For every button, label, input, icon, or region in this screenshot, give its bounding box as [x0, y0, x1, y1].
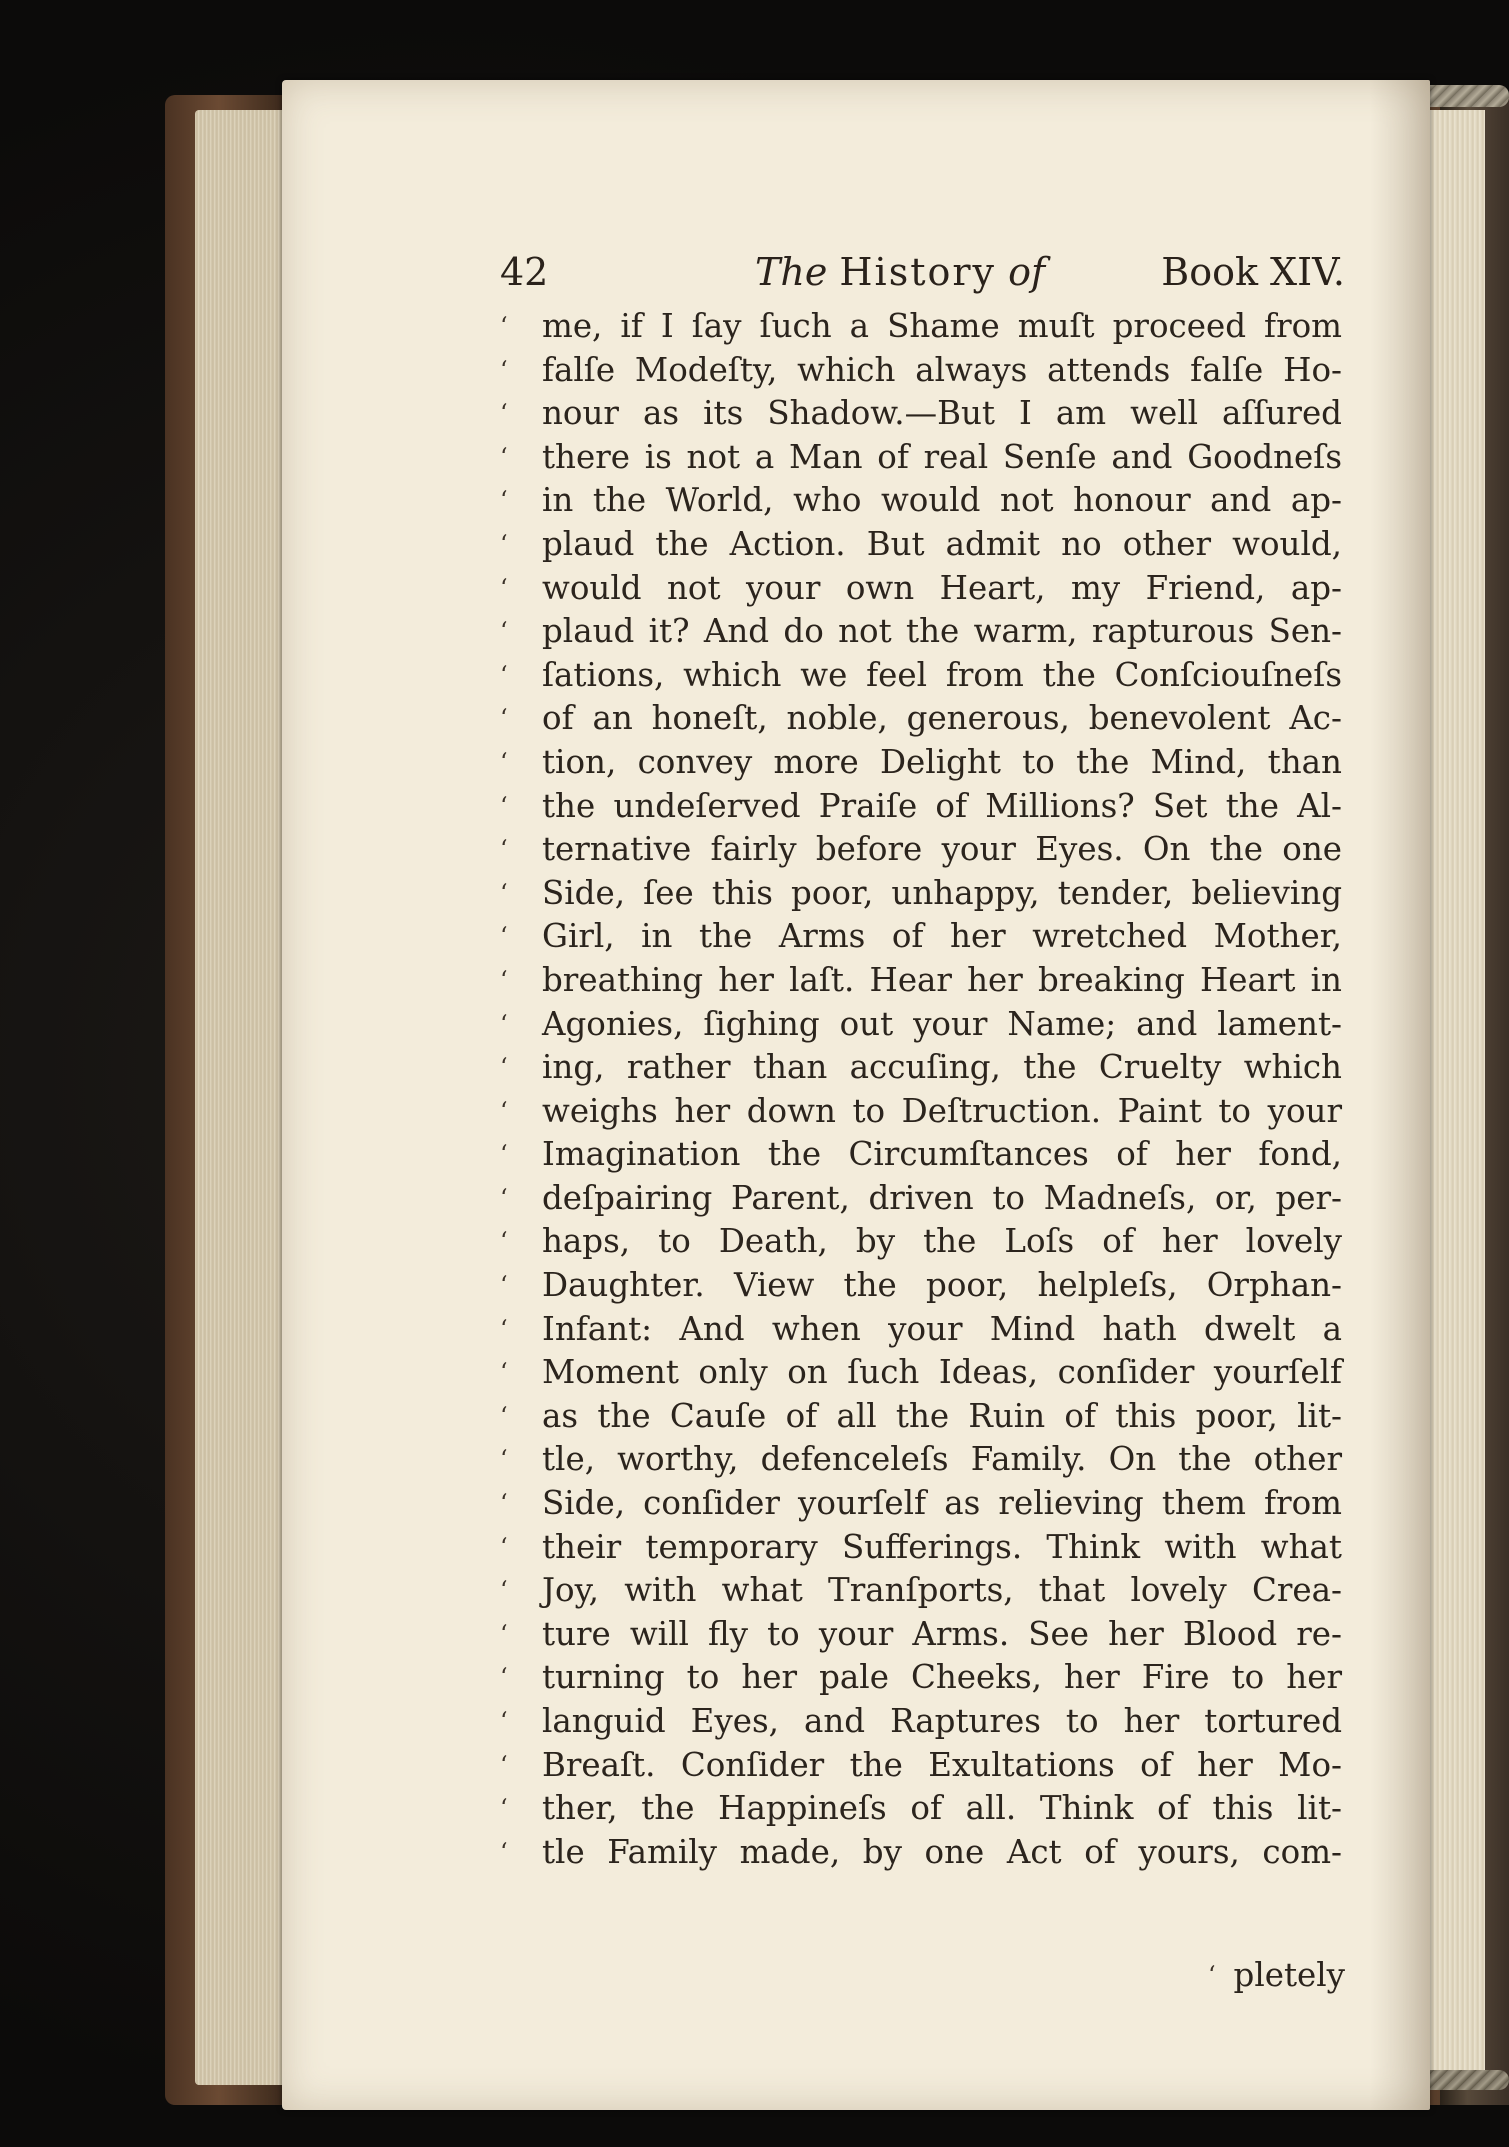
quote-mark: ‘: [500, 1271, 508, 1300]
line-text: haps, to Death, by the Loſs of her lovely: [542, 1222, 1342, 1261]
running-title: [755, 250, 1045, 294]
text-line: [500, 1831, 1350, 1875]
line-text: ther, the Happineſs of all. Think of this lit-: [542, 1789, 1342, 1828]
quote-mark: ‘: [500, 1663, 508, 1692]
text-line: [500, 697, 1350, 741]
running-header: [500, 250, 1345, 310]
title-prefix: The: [755, 250, 828, 294]
line-text: languid Eyes, and Raptures to her tortured: [542, 1702, 1342, 1740]
line-text: there is not a Man of real Senſe and Goodneſs: [542, 437, 1342, 476]
quote-mark: ‘: [500, 442, 508, 471]
line-text: Daughter. View the poor, helpleſs, Orphan-: [542, 1266, 1342, 1305]
text-line: [500, 523, 1350, 567]
quote-mark: ‘: [500, 747, 508, 776]
text-line: [500, 959, 1350, 1003]
quote-mark: ‘: [500, 1096, 508, 1125]
text-line: [500, 1133, 1350, 1177]
left-page-edges: [195, 110, 295, 2085]
text-line: [500, 1613, 1350, 1657]
quote-mark: ‘: [500, 573, 508, 602]
text-line: [500, 349, 1350, 393]
quote-mark: ‘: [500, 1009, 508, 1038]
text-line: [500, 1744, 1350, 1788]
catchword-text: pletely: [1233, 1956, 1345, 1994]
quote-mark: ‘: [500, 355, 508, 384]
line-text: Moment only on ſuch Ideas, conſider yourſelf: [542, 1353, 1342, 1392]
quote-mark: ‘: [500, 1183, 508, 1212]
quote-mark: ‘: [500, 835, 508, 864]
quote-mark: ‘: [500, 529, 508, 558]
quote-mark: ‘: [500, 878, 508, 907]
quote-mark: ‘: [500, 399, 508, 428]
quote-mark: ‘: [500, 1140, 508, 1169]
line-text: of an honeſt, noble, generous, benevolent Ac-: [542, 699, 1342, 738]
line-text: Infant: And when your Mind hath dwelt a: [542, 1309, 1342, 1348]
line-text: Side, conſider yourſelf as relieving them from: [542, 1484, 1342, 1523]
text-line: [500, 1090, 1350, 1134]
quote-mark: ‘: [500, 1794, 508, 1823]
quote-mark: ‘: [1208, 1961, 1216, 1989]
text-line: [500, 1787, 1350, 1831]
text-line: [500, 1656, 1350, 1700]
quote-mark: ‘: [500, 922, 508, 951]
text-line: [500, 567, 1350, 611]
line-text: falſe Modeſty, which always attends falſe Ho-: [542, 350, 1342, 389]
book-label: Book XIV.: [1161, 250, 1345, 294]
text-line: [500, 1438, 1350, 1482]
text-line: [500, 1700, 1350, 1744]
line-text: ternative fairly before your Eyes. On the one: [542, 830, 1342, 869]
quote-mark: ‘: [500, 1053, 508, 1082]
gutter-shadow: [1370, 80, 1430, 2110]
text-line: [500, 915, 1350, 959]
text-line: [500, 1177, 1350, 1221]
text-line: [500, 1264, 1350, 1308]
binding-cord-bottom: [1420, 2070, 1509, 2090]
line-text: plaud the Action. But admit no other would,: [542, 524, 1342, 563]
text-line: [500, 436, 1350, 480]
text-line: [500, 1395, 1350, 1439]
line-text: would not your own Heart, my Friend, ap-: [542, 568, 1342, 607]
page-number: 42: [500, 250, 549, 294]
line-text: ing, rather than accuſing, the Cruelty which: [542, 1048, 1342, 1087]
text-line: [500, 785, 1350, 829]
catchword: [500, 1953, 1345, 1997]
quote-mark: ‘: [500, 1576, 508, 1605]
line-text: as the Cauſe of all the Ruin of this poor, lit-: [542, 1396, 1342, 1435]
text-line: [500, 872, 1350, 916]
quote-mark: ‘: [500, 704, 508, 733]
line-text: the undeſerved Praiſe of Millions? Set the Al-: [542, 786, 1342, 825]
text-line: [500, 1308, 1350, 1352]
line-text: tle Family made, by one Act of yours, com-: [542, 1832, 1342, 1871]
line-text: Breaſt. Conſider the Exultations of her Mo-: [542, 1745, 1342, 1784]
text-line: [500, 741, 1350, 785]
text-line: [500, 1046, 1350, 1090]
line-text: me, if I ſay ſuch a Shame muſt proceed from: [542, 307, 1342, 345]
line-text: breathing her laſt. Hear her breaking Heart in: [542, 960, 1342, 999]
quote-mark: ‘: [500, 1401, 508, 1430]
body-text: [500, 305, 1350, 1874]
text-line: [500, 305, 1350, 349]
line-text: deſpairing Parent, driven to Madneſs, or, per-: [542, 1178, 1342, 1217]
line-text: in the World, who would not honour and ap-: [542, 481, 1342, 520]
line-text: their temporary Sufferings. Think with what: [542, 1527, 1342, 1566]
text-line: [500, 479, 1350, 523]
line-text: Imagination the Circumſtances of her fond,: [542, 1135, 1342, 1174]
quote-mark: ‘: [500, 486, 508, 515]
text-line: [500, 1482, 1350, 1526]
text-line: [500, 1351, 1350, 1395]
quote-mark: ‘: [500, 791, 508, 820]
title-suffix: of: [1008, 250, 1046, 294]
right-page-edges: [1425, 110, 1485, 2085]
quote-mark: ‘: [500, 660, 508, 689]
text-line: [500, 610, 1350, 654]
line-text: weighs her down to Deſtruction. Paint to your: [542, 1091, 1342, 1130]
title-word: History: [839, 250, 996, 294]
text-line: [500, 1003, 1350, 1047]
line-text: plaud it? And do not the warm, rapturous Sen-: [542, 612, 1342, 651]
quote-mark: ‘: [500, 1227, 508, 1256]
quote-mark: ‘: [500, 1489, 508, 1518]
text-line: [500, 654, 1350, 698]
quote-mark: ‘: [500, 1314, 508, 1343]
line-text: turning to her pale Cheeks, her Fire to her: [542, 1658, 1342, 1697]
book-page: [282, 80, 1430, 2110]
line-text: Joy, with what Tranſports, that lovely Crea-: [542, 1571, 1342, 1610]
text-line: [500, 828, 1350, 872]
quote-mark: ‘: [500, 1837, 508, 1866]
quote-mark: ‘: [500, 1619, 508, 1648]
text-line: [500, 1220, 1350, 1264]
text-line: [500, 392, 1350, 436]
line-text: nour as its Shadow.—But I am well aſſured: [542, 394, 1342, 433]
line-text: Side, ſee this poor, unhappy, tender, believing: [542, 873, 1342, 912]
quote-mark: ‘: [500, 965, 508, 994]
line-text: ture will fly to your Arms. See her Blood re-: [542, 1614, 1342, 1653]
text-line: [500, 1569, 1350, 1613]
text-line: [500, 1526, 1350, 1570]
line-text: tion, convey more Delight to the Mind, than: [542, 742, 1342, 781]
quote-mark: ‘: [500, 1445, 508, 1474]
line-text: tle, worthy, defenceleſs Family. On the other: [542, 1440, 1342, 1479]
quote-mark: ‘: [500, 617, 508, 646]
line-text: Girl, in the Arms of her wretched Mother,: [542, 917, 1342, 956]
line-text: Agonies, ſighing out your Name; and lament-: [542, 1004, 1342, 1043]
quote-mark: ‘: [500, 1358, 508, 1387]
quote-mark: ‘: [500, 1750, 508, 1779]
quote-mark: ‘: [500, 1707, 508, 1735]
quote-mark: ‘: [500, 1532, 508, 1561]
line-text: ſations, which we feel from the Conſciouſneſs: [542, 655, 1342, 694]
quote-mark: ‘: [500, 312, 508, 340]
